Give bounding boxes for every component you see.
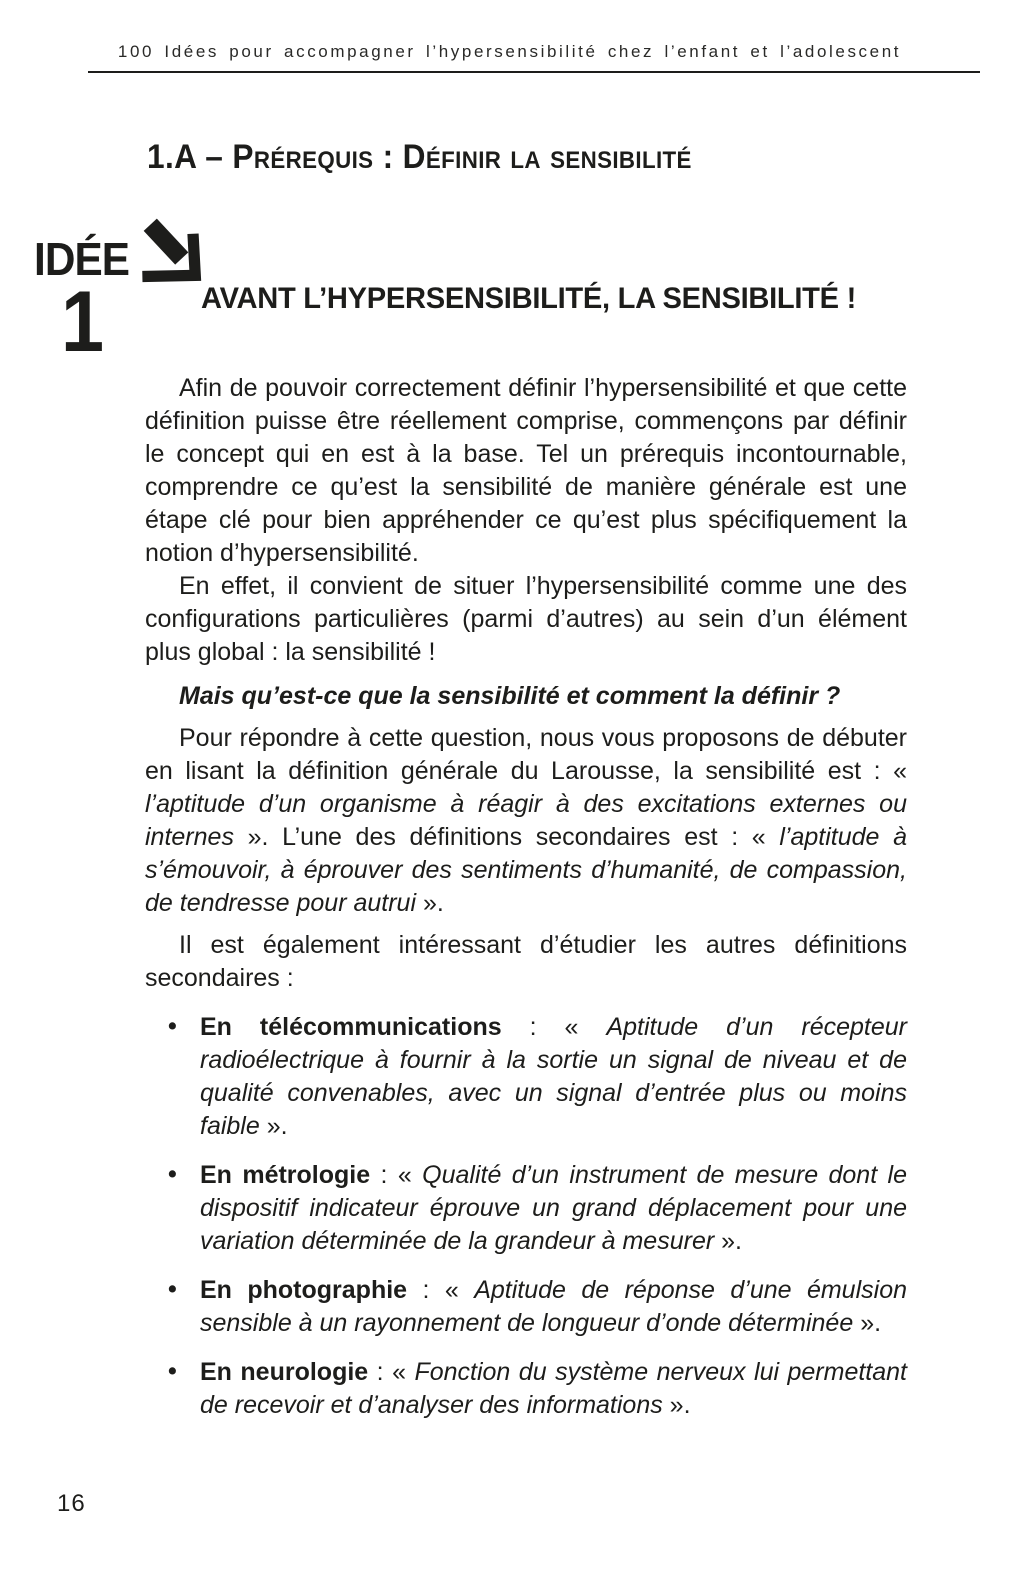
section-heading: 1.A – Prérequis : Définir la sensibilité [147,138,692,176]
bullet-separator: : « [368,1358,415,1386]
down-right-arrow-icon [141,218,209,290]
paragraph-intro: Afin de pouvoir correctement définir l’hypersensibilité et que cette définition puisse être réellement comprise, commençons par définir le concept qui en est à la base. Tel un prérequis incontournable, comprendre ce qu’est la sensibilité de manière générale est une étape clé pour bien appréhender ce qu’est plus spécifiquement la notion d’hypersensibilité. [145,374,907,567]
bullet-icon: • [168,1357,177,1385]
bullet-separator: : « [501,1013,607,1041]
idea-title: AVANT L’HYPERSENSIBILITÉ, LA SENSIBILITÉ ! [201,282,856,315]
definitions-list [145,1011,907,1422]
definition-text: ». [416,889,444,917]
bullet-label: En neurologie [200,1358,369,1386]
definition-text: Pour répondre à cette question, nous vous proposons de débuter en lisant la définition générale du Larousse, la sensibilité est : « [145,724,907,785]
bullet-label: En télécommunications [200,1013,502,1041]
idea-number: 1 [61,274,105,370]
bullet-icon: • [168,1160,177,1188]
question-heading: Mais qu’est-ce que la sensibilité et comment la définir ? [179,682,841,710]
bullet-label: En photographie [200,1276,408,1304]
bullet-end: ». [853,1309,882,1337]
page-number: 16 [57,1490,86,1517]
bullet-icon: • [168,1012,177,1040]
bullet-icon: • [168,1275,177,1303]
larousse-quote-1: l’aptitude d’un organisme à réagir à des excitations externes ou internes [145,790,907,851]
idea-block [34,233,137,370]
bullet-quote: Qualité d’un instrument de mesure dont le dispositif indicateur éprouve un grand déplacement pour une variation déterminée de la grandeur à mesurer [200,1161,908,1255]
paragraph-definition [145,722,907,920]
idea-label: IDÉE [34,233,130,285]
list-item-neurologie [145,1356,907,1422]
bullet-end: ». [259,1112,288,1140]
bullet-separator: : « [370,1161,423,1189]
bullet-quote: Fonction du système nerveux lui permettant de recevoir et d’analyser des informations [200,1358,908,1419]
paragraph-lead-in: Il est également intéressant d’étudier les autres définitions secondaires : [145,931,907,992]
bullet-quote: Aptitude d’un récepteur radioélectrique à fournir à la sortie un signal de niveau et de qualité convenables, avec un signal d’entrée plus ou moins faible [200,1013,908,1140]
bullet-end: ». [714,1227,742,1255]
list-item-metrologie [145,1159,907,1258]
running-header: 100 Idées pour accompagner l’hypersensibilité chez l’enfant et l’adolescent [117,42,902,61]
larousse-quote-2: l’aptitude à s’émouvoir, à éprouver des sentiments d’humanité, de compassion, de tendresse pour autrui [145,823,907,917]
bullet-separator: : « [407,1276,475,1304]
list-item-telecommunications [145,1011,907,1143]
bullet-label: En métrologie [200,1161,371,1189]
bullet-end: ». [662,1391,691,1419]
list-item-photographie [145,1274,907,1340]
body-text [145,372,907,1422]
header-rule [88,71,980,73]
bullet-quote: Aptitude de réponse d’une émulsion sensible à un rayonnement de longueur d’onde déterminée [200,1276,907,1337]
definition-text: ». L’une des définitions secondaires est : « [233,823,780,851]
paragraph-context: En effet, il convient de situer l’hypersensibilité comme une des configurations particulières (parmi d’autres) au sein d’un élément plus global : la sensibilité ! [145,572,907,666]
